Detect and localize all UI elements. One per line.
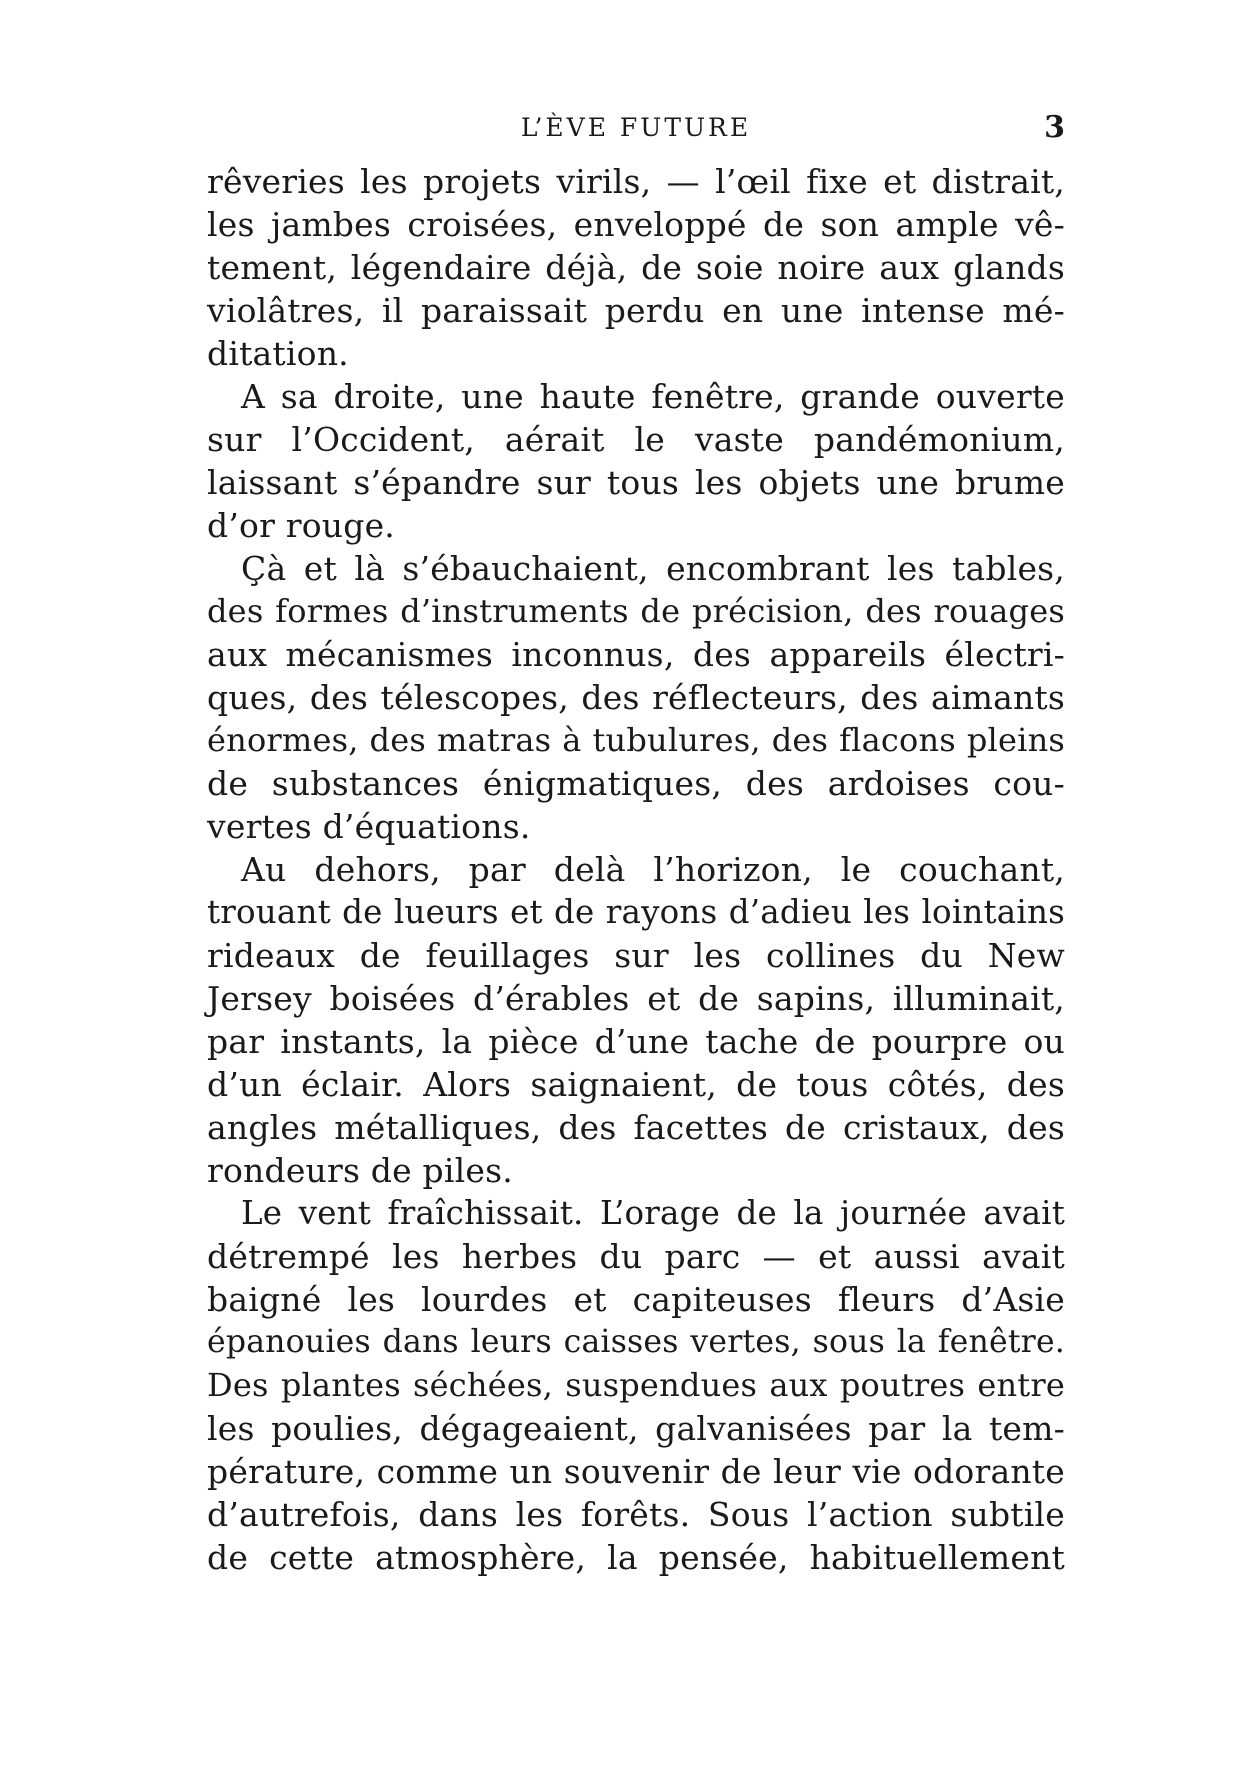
page-number: 3 bbox=[1044, 110, 1065, 145]
paragraph bbox=[207, 547, 1065, 848]
body-text bbox=[207, 160, 1065, 1579]
text-line: ditation. bbox=[207, 334, 349, 373]
text-line: Au dehors, par delà l’horizon, le couchant, bbox=[241, 850, 1065, 889]
paragraph bbox=[207, 375, 1065, 547]
text-line: tement, légendaire déjà, de soie noire aux glands bbox=[207, 248, 1065, 287]
text-line: rideaux de feuillages sur les collines du New bbox=[207, 936, 1065, 975]
text-line: épanouies dans leurs caisses vertes, sous la fenêtre. bbox=[207, 1324, 1065, 1360]
text-line: ques, des télescopes, des réflecteurs, des aimants bbox=[207, 678, 1065, 717]
text-line: des formes d’instruments de précision, des rouages bbox=[207, 592, 1065, 630]
text-line: aux mécanismes inconnus, des appareils électri- bbox=[207, 635, 1065, 674]
text-line: angles métalliques, des facettes de cristaux, des bbox=[207, 1108, 1065, 1147]
text-line: énormes, des matras à tubulures, des flacons pleins bbox=[207, 721, 1065, 759]
running-title: L’ÈVE FUTURE bbox=[520, 113, 752, 142]
text-line: A sa droite, une haute fenêtre, grande ouverte bbox=[241, 377, 1065, 416]
text-line: vertes d’équations. bbox=[207, 807, 531, 846]
text-line: violâtres, il paraissait perdu en une intense mé- bbox=[207, 291, 1065, 330]
text-line: baigné les lourdes et capiteuses fleurs d’Asie bbox=[207, 1280, 1065, 1319]
paragraph bbox=[207, 1192, 1065, 1579]
text-line: détrempé les herbes du parc — et aussi avait bbox=[207, 1237, 1065, 1276]
text-line: d’un éclair. Alors saignaient, de tous côtés, des bbox=[207, 1065, 1065, 1104]
paragraph bbox=[207, 160, 1065, 375]
text-line: de cette atmosphère, la pensée, habituellement bbox=[207, 1538, 1065, 1577]
text-line: Des plantes séchées, suspendues aux poutres entre bbox=[207, 1366, 1065, 1404]
text-line: Le vent fraîchissait. L’orage de la journée avait bbox=[241, 1194, 1065, 1232]
text-line: Çà et là s’ébauchaient, encombrant les tables, bbox=[241, 549, 1065, 588]
text-line: les jambes croisées, enveloppé de son ample vê- bbox=[207, 205, 1065, 244]
text-line: par instants, la pièce d’une tache de pourpre ou bbox=[207, 1022, 1065, 1061]
text-line: laissant s’épandre sur tous les objets une brume bbox=[207, 463, 1065, 502]
running-head bbox=[207, 108, 1065, 148]
paragraph bbox=[207, 848, 1065, 1192]
text-line: rondeurs de piles. bbox=[207, 1151, 513, 1190]
text-line: de substances énigmatiques, des ardoises cou- bbox=[207, 764, 1065, 803]
text-line: d’autrefois, dans les forêts. Sous l’action subtile bbox=[207, 1495, 1065, 1534]
text-line: sur l’Occident, aérait le vaste pandémonium, bbox=[207, 420, 1065, 459]
text-line: trouant de lueurs et de rayons d’adieu les lointains bbox=[207, 893, 1065, 931]
text-line: Jersey boisées d’érables et de sapins, illuminait, bbox=[207, 979, 1065, 1018]
text-line: d’or rouge. bbox=[207, 506, 395, 545]
text-line: rêveries les projets virils, — l’œil fixe et distrait, bbox=[207, 162, 1065, 201]
text-line: pérature, comme un souvenir de leur vie odorante bbox=[207, 1452, 1065, 1491]
text-line: les poulies, dégageaient, galvanisées par la tem- bbox=[207, 1409, 1065, 1448]
